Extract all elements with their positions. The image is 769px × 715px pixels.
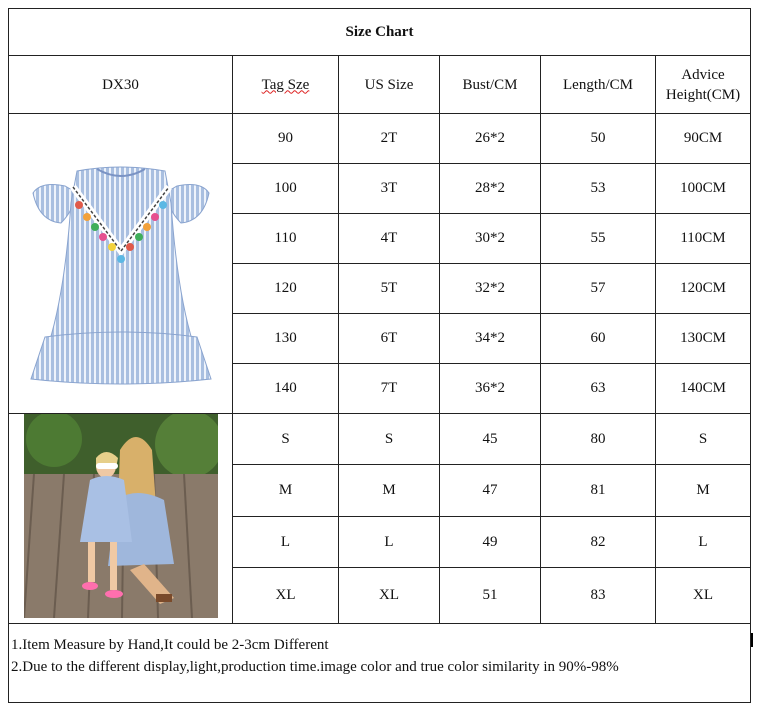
cell-length: 60	[541, 314, 656, 364]
cell-height: 120CM	[656, 264, 751, 314]
cell-bust: 28*2	[440, 164, 541, 214]
cell-bust: 34*2	[440, 314, 541, 364]
cell-length: 81	[541, 465, 656, 516]
family-photo	[9, 414, 233, 624]
cell-height: L	[656, 516, 751, 567]
cell-bust: 49	[440, 516, 541, 567]
cell-height: S	[656, 414, 751, 465]
cell-tag-size: M	[233, 465, 339, 516]
table-row	[9, 114, 751, 164]
cell-bust: 26*2	[440, 114, 541, 164]
cell-length: 53	[541, 164, 656, 214]
dress-image	[9, 114, 233, 414]
header-bust: Bust/CM	[440, 56, 541, 114]
cell-bust: 36*2	[440, 364, 541, 414]
cell-height: 100CM	[656, 164, 751, 214]
table-row	[9, 414, 751, 465]
chart-title: Size Chart	[9, 9, 751, 56]
cell-height: M	[656, 465, 751, 516]
cell-tag-size: 100	[233, 164, 339, 214]
text-cursor	[751, 633, 753, 647]
header-advice-height: Advice Height(CM)	[656, 56, 751, 114]
cell-us-size: L	[339, 516, 440, 567]
cell-height: 140CM	[656, 364, 751, 414]
cell-bust: 32*2	[440, 264, 541, 314]
cell-length: 50	[541, 114, 656, 164]
note-line: 1.Item Measure by Hand,It could be 2-3cm Different	[11, 637, 329, 653]
header-length: Length/CM	[541, 56, 656, 114]
cell-us-size: 6T	[339, 314, 440, 364]
cell-height: XL	[656, 568, 751, 624]
cell-us-size: 3T	[339, 164, 440, 214]
cell-length: 82	[541, 516, 656, 567]
header-us-size: US Size	[339, 56, 440, 114]
cell-bust: 45	[440, 414, 541, 465]
cell-tag-size: L	[233, 516, 339, 567]
cell-tag-size: XL	[233, 568, 339, 624]
cell-length: 83	[541, 568, 656, 624]
cell-us-size: 5T	[339, 264, 440, 314]
cell-tag-size: 110	[233, 214, 339, 264]
cell-us-size: 7T	[339, 364, 440, 414]
cell-bust: 51	[440, 568, 541, 624]
cell-bust: 47	[440, 465, 541, 516]
note-line: 2.Due to the different display,light,production time.image color and true color similarity in 90%-98%	[11, 659, 619, 675]
cell-length: 57	[541, 264, 656, 314]
cell-bust: 30*2	[440, 214, 541, 264]
cell-tag-size: S	[233, 414, 339, 465]
notes-block	[9, 624, 751, 703]
model-code: DX30	[9, 56, 233, 114]
size-chart-table	[8, 8, 751, 703]
cell-us-size: M	[339, 465, 440, 516]
cell-us-size: 4T	[339, 214, 440, 264]
cell-height: 110CM	[656, 214, 751, 264]
cell-us-size: S	[339, 414, 440, 465]
cell-length: 63	[541, 364, 656, 414]
cell-length: 55	[541, 214, 656, 264]
mother-daughter-picture	[24, 414, 218, 618]
cell-tag-size: 140	[233, 364, 339, 414]
cell-us-size: XL	[339, 568, 440, 624]
cell-tag-size: 90	[233, 114, 339, 164]
cell-height: 90CM	[656, 114, 751, 164]
size-chart-sheet	[8, 8, 750, 696]
cell-length: 80	[541, 414, 656, 465]
cell-height: 130CM	[656, 314, 751, 364]
cell-tag-size: 130	[233, 314, 339, 364]
header-row	[9, 56, 751, 114]
cell-us-size: 2T	[339, 114, 440, 164]
cell-tag-size: 120	[233, 264, 339, 314]
striped-dress-picture	[21, 131, 221, 391]
header-tag-size: Tag Sze	[233, 56, 339, 114]
